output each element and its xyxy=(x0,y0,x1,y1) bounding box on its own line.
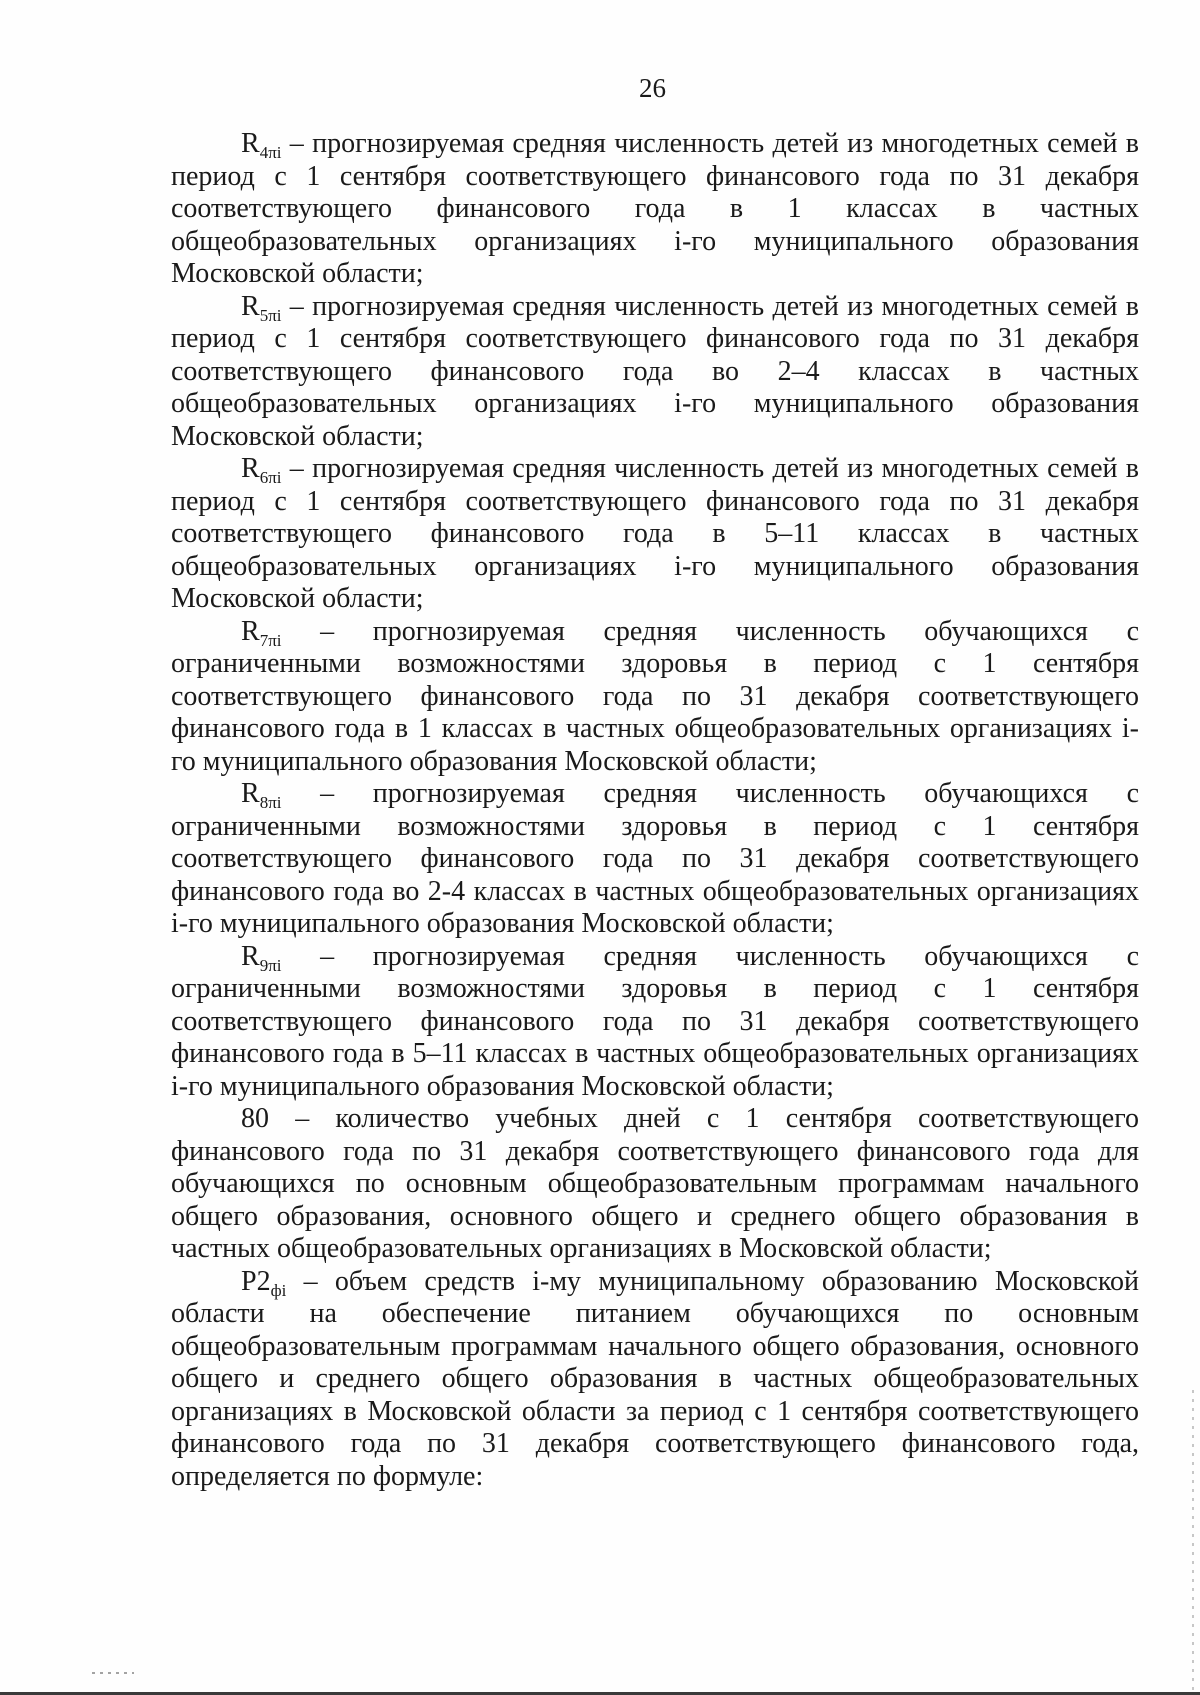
symbol-letter: R xyxy=(241,290,260,322)
symbol-letter: P2 xyxy=(241,1265,271,1297)
symbol xyxy=(241,290,282,325)
symbol-letter: R xyxy=(241,128,260,159)
symbol-letter: R xyxy=(241,778,260,809)
symbol-subscript: 7πi xyxy=(259,630,282,650)
definition-r7 xyxy=(171,616,1139,779)
symbol xyxy=(241,1265,287,1300)
definition-p2 xyxy=(171,1266,1139,1494)
definition-r9 xyxy=(171,941,1139,1104)
symbol-subscript: 4πi xyxy=(259,143,282,162)
definition-r6 xyxy=(171,453,1139,616)
symbol-subscript: 6πi xyxy=(259,468,282,487)
definition-text: 80 – количество учебных дней с 1 сентября соответствующего финансового года по 31 декабря соответствующего финансового года для обучающихся по основным общеобразовательным программам начального общего образования, основного общего и среднего общего образования в частных общеобразовательных организациях в Московской области; xyxy=(171,1103,1139,1264)
symbol-subscript: фi xyxy=(270,1280,287,1300)
symbol xyxy=(241,453,282,487)
symbol-letter: R xyxy=(241,453,260,484)
symbol-letter: R xyxy=(241,940,260,972)
scan-speck-artifact xyxy=(92,1672,134,1674)
symbol xyxy=(241,778,282,812)
symbol-subscript: 8πi xyxy=(259,793,282,812)
definition-text: – прогнозируемая средняя численность обучающихся с ограниченными возможностями здоровья в период с 1 сентября соответствующего финансового года по 31 декабря соответствующего финансового года в 1 классах в частных общеобразовательных организациях i-го муниципального образования Московской области; xyxy=(171,615,1139,777)
scan-edge-artifact xyxy=(1192,1390,1194,1690)
definition-text: – прогнозируемая средняя численность детей из многодетных семей в период с 1 сентября соответствующего финансового года по 31 декабря соответствующего финансового года в 1 классах в частных общеобразовательных организациях i-го муниципального образования Московской области; xyxy=(171,128,1139,289)
symbol-subscript: 5πi xyxy=(259,305,282,325)
symbol-subscript: 9πi xyxy=(259,955,282,975)
definition-80-days xyxy=(171,1103,1139,1266)
definition-text: – прогнозируемая средняя численность обучающихся с ограниченными возможностями здоровья в период с 1 сентября соответствующего финансового года по 31 декабря соответствующего финансового года в 5–11 классах в частных общеобразовательных организациях i-го муниципального образования Московской области; xyxy=(171,940,1139,1102)
symbol xyxy=(241,128,282,162)
definition-text: – прогнозируемая средняя численность детей из многодетных семей в период с 1 сентября соответствующего финансового года по 31 декабря соответствующего финансового года в 5–11 классах в частных общеобразовательных организациях i-го муниципального образования Московской области; xyxy=(171,453,1139,614)
definition-text: – прогнозируемая средняя численность обучающихся с ограниченными возможностями здоровья в период с 1 сентября соответствующего финансового года по 31 декабря соответствующего финансового года во 2-4 классах в частных общеобразовательных организациях i-го муниципального образования Московской области; xyxy=(171,778,1139,939)
definition-r8 xyxy=(171,778,1139,941)
document-body xyxy=(171,128,1139,1493)
definition-r4 xyxy=(171,128,1139,291)
definition-text: – объем средств i-му муниципальному образованию Московской области на обеспечение питанием обучающихся по основным общеобразовательным программам начального общего образования, основного общего и среднего общего образования в частных общеобразовательных организациях в Московской области за период с 1 сентября соответствующего финансового года по 31 декабря соответствующего финансового года, определяется по формуле: xyxy=(171,1265,1139,1492)
symbol xyxy=(241,615,282,650)
page-number: 26 xyxy=(639,73,666,103)
definition-text: – прогнозируемая средняя численность детей из многодетных семей в период с 1 сентября соответствующего финансового года по 31 декабря соответствующего финансового года во 2–4 классах в частных общеобразовательных организациях i-го муниципального образования Московской области; xyxy=(171,290,1139,452)
definition-r5 xyxy=(171,291,1139,454)
symbol xyxy=(241,940,282,975)
symbol-letter: R xyxy=(241,615,260,647)
